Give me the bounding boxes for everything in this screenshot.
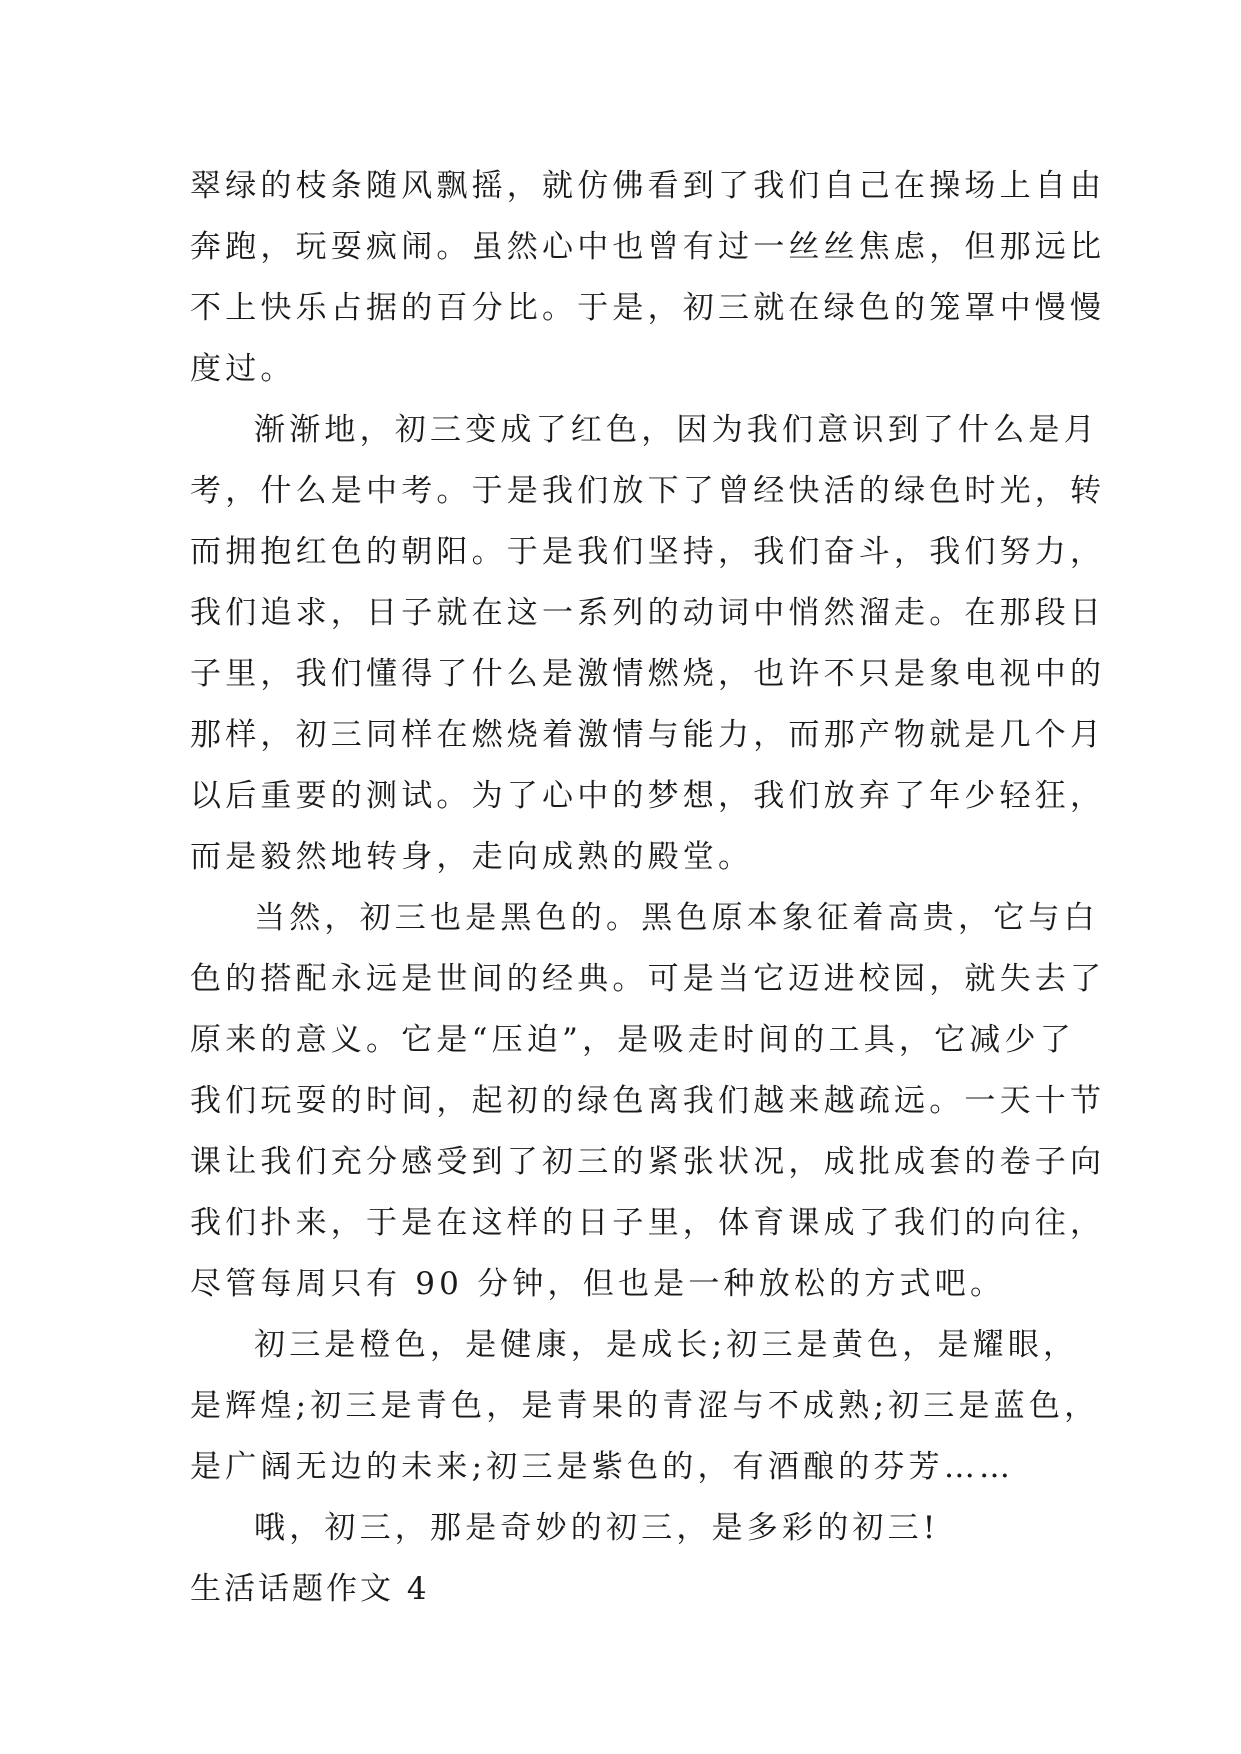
- text-line: 课让我们充分感受到了初三的紧张状况，成批成套的卷子向: [190, 1144, 1106, 1180]
- text-line: 翠绿的枝条随风飘摇，就仿佛看到了我们自己在操场上自由: [190, 168, 1106, 204]
- document-body: [190, 156, 1106, 1620]
- text-line: 不上快乐占据的百分比。于是，初三就在绿色的笼罩中慢慢: [190, 290, 1106, 326]
- paragraph: [190, 400, 1106, 888]
- text-line: 那样，初三同样在燃烧着激情与能力，而那产物就是几个月: [190, 717, 1106, 753]
- text-line: 而是毅然地转身，走向成熟的殿堂。: [190, 839, 754, 875]
- text-line: 原来的意义。它是“压迫”，是吸走时间的工具，它减少了: [190, 1022, 1075, 1058]
- text-line: 当然，初三也是黑色的。黑色原本象征着高贵，它与白: [254, 900, 1099, 936]
- text-line: 渐渐地，初三变成了红色，因为我们意识到了什么是月: [254, 412, 1099, 448]
- text-line: 子里，我们懂得了什么是激情燃烧，也许不只是象电视中的: [190, 656, 1106, 692]
- text-line: 是辉煌;初三是青色，是青果的青涩与不成熟;初三是蓝色，: [190, 1388, 1100, 1424]
- text-line: 我们玩耍的时间，起初的绿色离我们越来越疏远。一天十节: [190, 1083, 1106, 1119]
- text-line: 初三是橙色，是健康，是成长;初三是黄色，是耀眼，: [254, 1327, 1079, 1363]
- text-line: 以后重要的测试。为了心中的梦想，我们放弃了年少轻狂，: [190, 778, 1106, 814]
- section-heading: 生活话题作文 4: [190, 1571, 430, 1607]
- text-line: 度过。: [190, 351, 296, 387]
- text-line: 尽管每周只有 90 分钟，但也是一种放松的方式吧。: [190, 1266, 1006, 1302]
- text-line: 考，什么是中考。于是我们放下了曾经快活的绿色时光，转: [190, 473, 1106, 509]
- paragraph: [190, 1498, 1075, 1559]
- text-line: 我们追求，日子就在这一系列的动词中悄然溜走。在那段日: [190, 595, 1106, 631]
- paragraph: [190, 888, 1106, 1315]
- paragraph: [190, 1315, 1100, 1498]
- text-line: 我们扑来，于是在这样的日子里，体育课成了我们的向往，: [190, 1205, 1106, 1241]
- text-line: 是广阔无边的未来;初三是紫色的，有酒酿的芬芳……: [190, 1449, 1015, 1485]
- text-line: 而拥抱红色的朝阳。于是我们坚持，我们奋斗，我们努力，: [190, 534, 1106, 570]
- text-line: 哦，初三，那是奇妙的初三，是多彩的初三!: [254, 1510, 940, 1546]
- paragraph: [190, 156, 1106, 400]
- text-line: 色的搭配永远是世间的经典。可是当它迈进校园，就失去了: [190, 961, 1106, 997]
- text-line: 奔跑，玩耍疯闹。虽然心中也曾有过一丝丝焦虑，但那远比: [190, 229, 1106, 265]
